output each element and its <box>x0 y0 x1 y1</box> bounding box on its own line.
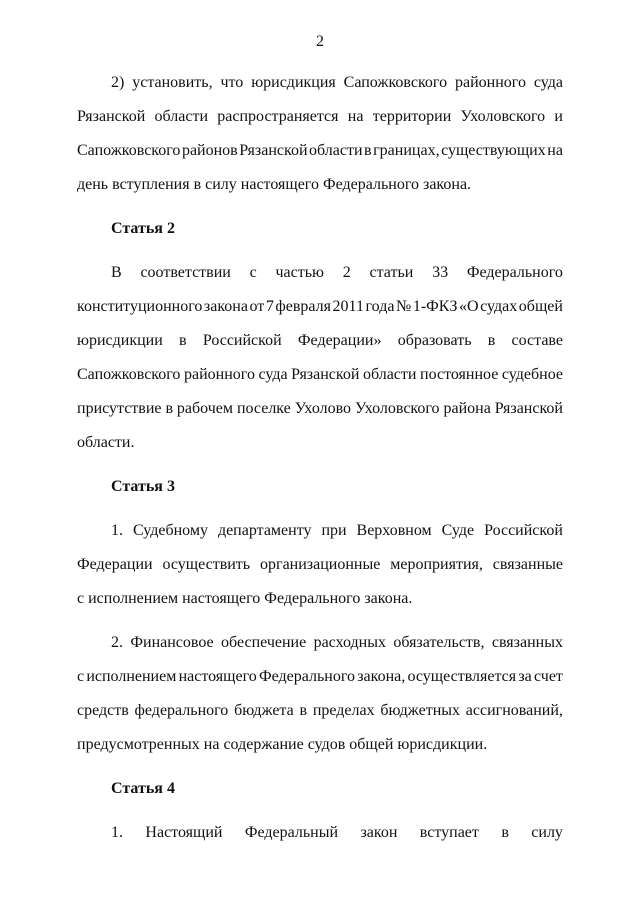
article-heading: Статья 4 <box>111 780 175 797</box>
text-line: В соответствии с частью 2 статьи 33 Федерального <box>111 264 563 281</box>
text-line: 2. Финансовое обеспечение расходных обязательств, связанных <box>111 634 563 651</box>
paragraph <box>77 256 563 460</box>
text-line: 1. Настоящий Федеральный закон вступает в силу <box>111 824 563 841</box>
document-body <box>77 66 563 850</box>
text-line: Федерации осуществить организационные мероприятия, связанные <box>77 556 563 573</box>
page-number: 2 <box>316 33 324 50</box>
text-line: средств федерального бюджета в пределах бюджетных ассигнований, <box>77 702 563 719</box>
paragraph <box>77 66 563 202</box>
paragraph <box>77 514 563 616</box>
text-line: предусмотренных на содержание судов общей юрисдикции. <box>77 736 488 753</box>
paragraph <box>77 816 563 850</box>
article-heading: Статья 3 <box>111 478 175 495</box>
text-line: Рязанской области распространяется на территории Ухоловского и <box>77 108 563 125</box>
text-line: день вступления в силу настоящего Федерального закона. <box>77 176 472 193</box>
text-line: с исполнением настоящего Федерального закона, осуществляется за счет <box>77 668 563 685</box>
text-line: области. <box>77 434 135 451</box>
text-line: присутствие в рабочем поселке Ухолово Ухоловского района Рязанской <box>77 400 563 417</box>
text-line: 2) установить, что юрисдикция Сапожковского районного суда <box>111 74 563 91</box>
text-line: с исполнением настоящего Федерального закона. <box>77 590 413 607</box>
article-heading: Статья 2 <box>111 220 175 237</box>
text-line: Сапожковского районов Рязанской области в границах, существующих на <box>77 142 563 159</box>
text-line: 1. Судебному департаменту при Верховном Суде Российской <box>111 522 563 539</box>
paragraph <box>77 626 563 762</box>
text-line: конституционного закона от 7 февраля 2011 года № 1-ФКЗ «О судах общей <box>77 298 563 315</box>
text-line: Сапожковского районного суда Рязанской области постоянное судебное <box>77 366 563 383</box>
text-line: юрисдикции в Российской Федерации» образовать в составе <box>77 332 563 349</box>
